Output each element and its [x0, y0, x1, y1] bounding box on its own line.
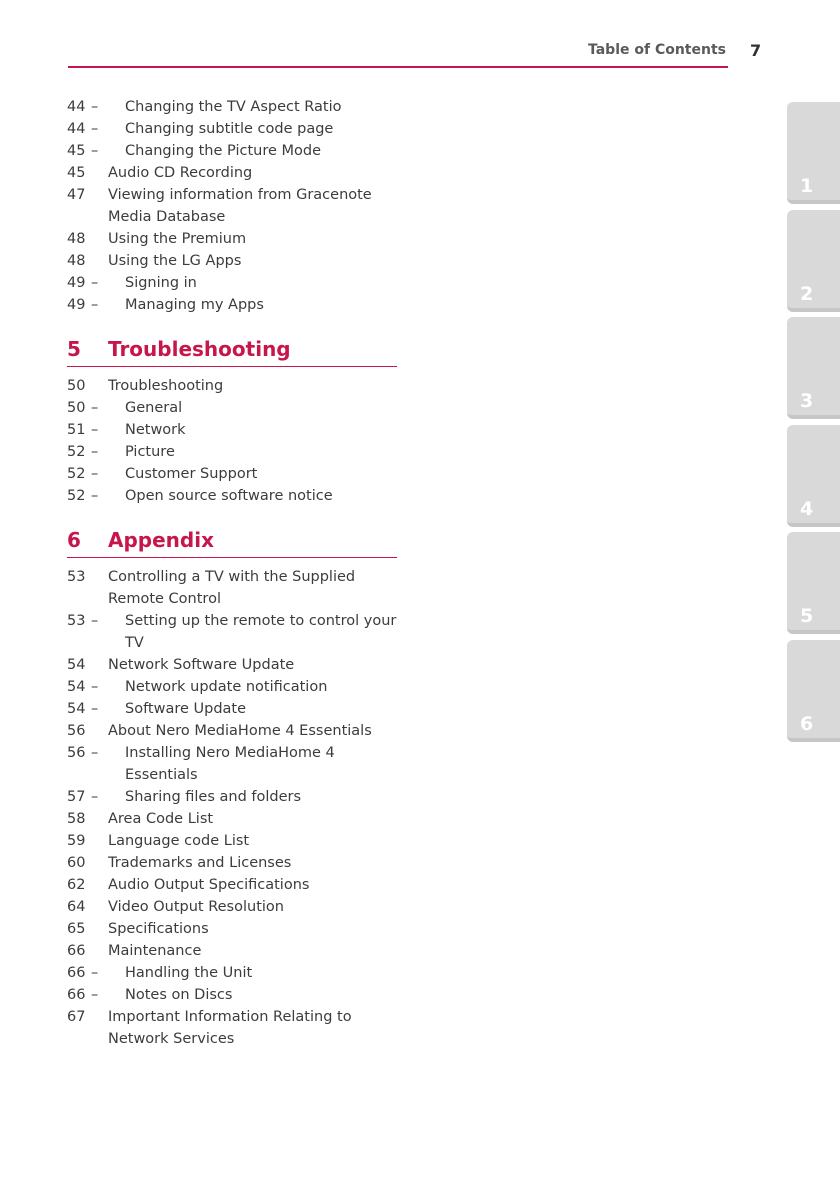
toc-entry-label: Audio Output Specifications — [108, 877, 310, 893]
toc-entry[interactable] — [67, 463, 407, 485]
toc-entry-page: 52 — [67, 444, 86, 460]
toc-entry-page: 66 — [67, 943, 86, 959]
toc-entry-label: Notes on Discs — [125, 987, 233, 1003]
section-heading[interactable] — [67, 337, 397, 367]
toc-entry-page: 54 — [67, 679, 86, 695]
toc-entry[interactable] — [67, 720, 407, 742]
toc-entry[interactable] — [67, 184, 407, 228]
toc-entry[interactable] — [67, 896, 407, 918]
toc-entry-dash: – — [91, 400, 99, 416]
toc-entry[interactable] — [67, 786, 407, 808]
toc-entry-label: Specifications — [108, 921, 209, 937]
toc-entry-label: Managing my Apps — [125, 297, 264, 313]
toc-entry-title — [108, 1006, 398, 1050]
toc-entry-dash: – — [91, 613, 99, 629]
toc-entry[interactable] — [67, 962, 407, 984]
toc-entry-page: 49 — [67, 275, 86, 291]
toc-entry[interactable] — [67, 441, 407, 463]
toc-entry-dash: – — [91, 275, 99, 291]
toc-entry-label: Viewing information from Gracenote Media Database — [108, 187, 372, 225]
toc-entry-title — [108, 808, 398, 830]
toc-section — [67, 528, 407, 1050]
toc-entry-title — [91, 485, 407, 507]
toc-entry-label: Controlling a TV with the Supplied Remote Control — [108, 569, 356, 607]
toc-entry[interactable] — [67, 918, 407, 940]
toc-entry-label: Handling the Unit — [125, 965, 253, 981]
chapter-tab-6[interactable] — [787, 640, 840, 742]
chapter-tab-label: 4 — [800, 497, 814, 520]
toc-entry-title — [108, 250, 398, 272]
toc-entry-page: 49 — [67, 297, 86, 313]
toc-entry-label: Important Information Relating to Network Services — [108, 1009, 352, 1047]
page-header-title: Table of Contents — [587, 42, 726, 58]
chapter-tab-1[interactable] — [787, 102, 840, 204]
toc-entry-page: 50 — [67, 400, 86, 416]
toc-entry-dash: – — [91, 99, 99, 115]
toc-entry[interactable] — [67, 397, 407, 419]
toc-entry-title — [108, 918, 398, 940]
toc-entry-dash: – — [91, 789, 99, 805]
toc-entry-page: 66 — [67, 987, 86, 1003]
toc-entry-label: Signing in — [125, 275, 197, 291]
toc-entry[interactable] — [67, 294, 407, 316]
toc-entry[interactable] — [67, 419, 407, 441]
toc-entry-title — [108, 874, 398, 896]
chapter-tab-label: 5 — [800, 605, 814, 627]
toc-entry[interactable] — [67, 485, 407, 507]
toc-entry-label: Using the Premium — [108, 231, 247, 247]
toc-entry-title — [91, 272, 407, 294]
toc-entry-page: 54 — [67, 657, 86, 673]
toc-entry-page: 45 — [67, 143, 86, 159]
toc-entry[interactable] — [67, 676, 407, 698]
toc-entry[interactable] — [67, 874, 407, 896]
toc-entry-label: Trademarks and Licenses — [108, 855, 292, 871]
toc-entry[interactable] — [67, 96, 407, 118]
toc-entry[interactable] — [67, 228, 407, 250]
toc-entry-title — [91, 698, 407, 720]
toc-entry-page: 67 — [67, 1009, 86, 1025]
toc-entry-label: About Nero MediaHome 4 Essentials — [108, 723, 372, 739]
toc-entry-label: Installing Nero MediaHome 4 Essentials — [125, 745, 335, 783]
chapter-tab-2[interactable] — [787, 210, 840, 312]
toc-entry-page: 47 — [67, 187, 86, 203]
toc-entry-page: 57 — [67, 789, 86, 805]
toc-entry-page: 56 — [67, 723, 86, 739]
toc-entry-label: Picture — [125, 444, 175, 460]
toc-entry-dash: – — [91, 679, 99, 695]
toc-entry[interactable] — [67, 1006, 407, 1050]
toc-entry-label: Troubleshooting — [108, 378, 224, 394]
toc-entry-page: 62 — [67, 877, 86, 893]
toc-entry-title — [91, 419, 407, 441]
section-number: 5 — [67, 337, 81, 361]
toc-entry-title — [91, 786, 407, 808]
toc-entry[interactable] — [67, 118, 407, 140]
toc-entry-title — [108, 830, 398, 852]
toc-entry-title — [108, 654, 398, 676]
toc-entry-page: 60 — [67, 855, 86, 871]
toc-entry-page: 54 — [67, 701, 86, 717]
toc-entry-dash: – — [91, 488, 99, 504]
toc-entry-title — [108, 940, 398, 962]
toc-entry[interactable] — [67, 940, 407, 962]
toc-entry-page: 48 — [67, 253, 86, 269]
toc-entry-page: 64 — [67, 899, 86, 915]
toc-entry-title — [91, 984, 407, 1006]
toc-entry[interactable] — [67, 610, 407, 654]
toc-entry[interactable] — [67, 375, 407, 397]
toc-entry-title — [91, 441, 407, 463]
toc-entry-dash: – — [91, 745, 99, 761]
toc-entry-page: 56 — [67, 745, 86, 761]
toc-entry-dash: – — [91, 121, 99, 137]
toc-entry[interactable] — [67, 654, 407, 676]
toc-entry-label: General — [125, 400, 183, 416]
chapter-tab-4[interactable] — [787, 425, 840, 527]
toc-entry-dash: – — [91, 965, 99, 981]
toc-entry-title — [91, 962, 407, 984]
toc-entry-page: 66 — [67, 965, 86, 981]
toc-entry-dash: – — [91, 466, 99, 482]
toc-entry[interactable] — [67, 272, 407, 294]
toc-entry-label: Changing the TV Aspect Ratio — [125, 99, 342, 115]
toc-entry-page: 53 — [67, 569, 86, 585]
toc-entry-page: 52 — [67, 466, 86, 482]
toc-entry-page: 51 — [67, 422, 86, 438]
toc-entry-title — [91, 463, 407, 485]
toc-section — [67, 337, 407, 507]
toc-entry[interactable] — [67, 162, 407, 184]
toc-entry-label: Sharing files and folders — [125, 789, 302, 805]
toc-entry-title — [91, 610, 407, 654]
toc-entry-page: 58 — [67, 811, 86, 827]
toc-entry-dash: – — [91, 297, 99, 313]
toc-entry[interactable] — [67, 808, 407, 830]
toc-entry-title — [108, 896, 398, 918]
toc-entry-title — [91, 397, 407, 419]
toc-entry-label: Network update notification — [125, 679, 328, 695]
toc-entry-label: Video Output Resolution — [108, 899, 284, 915]
toc-entry-label: Changing subtitle code page — [125, 121, 334, 137]
toc-entry-title — [108, 566, 398, 610]
toc-entry-label: Maintenance — [108, 943, 202, 959]
toc-entry-label: Network Software Update — [108, 657, 295, 673]
toc-entry-page: 44 — [67, 121, 86, 137]
toc-entry-label: Customer Support — [125, 466, 258, 482]
chapter-tab-label: 1 — [800, 175, 814, 197]
toc-entry-dash: – — [91, 444, 99, 460]
toc-entry[interactable] — [67, 566, 407, 610]
toc-entry-page: 50 — [67, 378, 86, 394]
section-title: Troubleshooting — [108, 337, 291, 361]
toc-entry[interactable] — [67, 984, 407, 1006]
toc-entry-title — [108, 375, 398, 397]
toc-entry-title — [91, 742, 407, 786]
toc-entry-dash: – — [91, 701, 99, 717]
toc-entry-title — [108, 162, 398, 184]
toc-entry-title — [108, 228, 398, 250]
toc-entry-title — [91, 118, 407, 140]
toc-entry-title — [108, 720, 398, 742]
toc-entry-label: Using the LG Apps — [108, 253, 242, 269]
toc-entry-page: 59 — [67, 833, 86, 849]
toc-entry-title — [91, 294, 407, 316]
header-rule — [68, 66, 728, 68]
toc-entry-dash: – — [91, 422, 99, 438]
toc-entry-title — [108, 184, 398, 228]
toc-entry[interactable] — [67, 830, 407, 852]
toc-entry[interactable] — [67, 742, 407, 786]
toc-entry-label: Open source software notice — [125, 488, 333, 504]
toc-sections — [67, 337, 407, 1050]
chapter-tab-label: 2 — [800, 282, 814, 305]
chapter-tab-5[interactable] — [787, 532, 840, 634]
chapter-tab-3[interactable] — [787, 317, 840, 419]
page-number: 7 — [750, 41, 762, 60]
toc-entry-page: 53 — [67, 613, 86, 629]
table-of-contents — [67, 96, 407, 1050]
toc-entry[interactable] — [67, 140, 407, 162]
toc-entry-label: Setting up the remote to control your TV — [125, 613, 397, 651]
section-heading[interactable] — [67, 528, 397, 558]
toc-entry-label: Software Update — [125, 701, 247, 717]
toc-entry-page: 45 — [67, 165, 86, 181]
toc-entry[interactable] — [67, 852, 407, 874]
toc-entry-dash: – — [91, 143, 99, 159]
toc-entry-title — [91, 676, 407, 698]
toc-entry-label: Language code List — [108, 833, 250, 849]
toc-entry[interactable] — [67, 250, 407, 272]
toc-entry-page: 48 — [67, 231, 86, 247]
toc-entry-title — [91, 96, 407, 118]
chapter-tab-label: 3 — [800, 390, 814, 412]
toc-entry-page: 65 — [67, 921, 86, 937]
toc-entry-title — [91, 140, 407, 162]
toc-entry-label: Network — [125, 422, 186, 438]
toc-continued-entries — [67, 96, 407, 316]
toc-entry-label: Audio CD Recording — [108, 165, 253, 181]
section-title: Appendix — [108, 528, 214, 552]
chapter-tab-label: 6 — [800, 712, 814, 735]
section-number: 6 — [67, 528, 81, 552]
toc-entry-page: 52 — [67, 488, 86, 504]
toc-entry-page: 44 — [67, 99, 86, 115]
toc-entry-dash: – — [91, 987, 99, 1003]
toc-entry-label: Changing the Picture Mode — [125, 143, 322, 159]
toc-entry[interactable] — [67, 698, 407, 720]
toc-entry-title — [108, 852, 398, 874]
toc-entry-label: Area Code List — [108, 811, 214, 827]
